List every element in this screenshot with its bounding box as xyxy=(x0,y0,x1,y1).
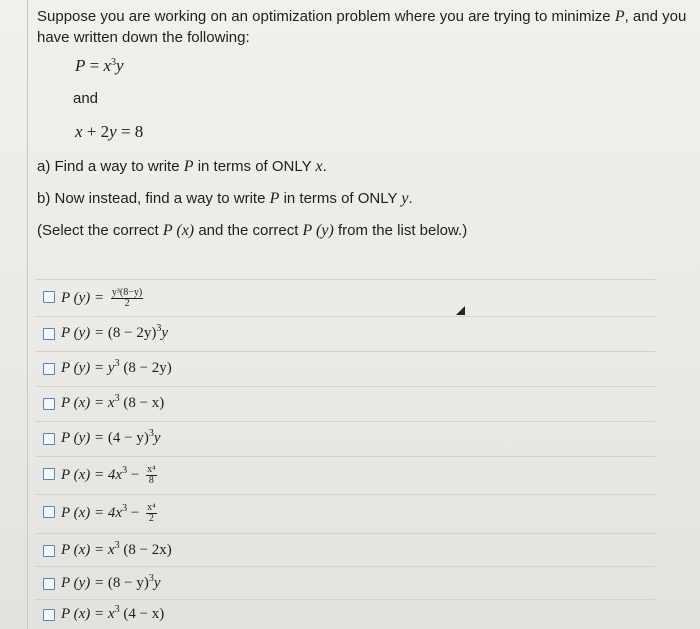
option-checkbox[interactable] xyxy=(43,291,55,303)
mouse-cursor-icon xyxy=(455,305,467,317)
option-row-6[interactable] xyxy=(35,456,655,493)
option-label: P $(y) = y^3$ (8 − 2y) xyxy=(61,358,172,376)
intro-paragraph-line1: Suppose you are working on an optimization problem where you are trying to minimize P, and you xyxy=(37,8,687,25)
equation-p: $P = x^3y$ xyxy=(75,56,124,75)
option-checkbox[interactable] xyxy=(43,398,55,410)
and-label: and xyxy=(73,90,99,107)
option-row-3[interactable] xyxy=(35,351,655,388)
option-label: P $(y) = (8 - y)^3y$ xyxy=(61,573,161,591)
intro-paragraph-line2: have written down the following: xyxy=(37,29,250,46)
equation-constraint: x + 2y = 8 xyxy=(75,122,144,141)
option-label: P $(y) = (4 - y)^3y$ xyxy=(61,428,161,446)
option-row-4[interactable] xyxy=(35,386,655,423)
option-label: P (y) = $\frac{\text{y³(8−y)}}{2}$ xyxy=(61,287,143,309)
part-b-text: b) Now instead, find a way to write P in terms of ONLY y. xyxy=(37,190,413,207)
option-checkbox[interactable] xyxy=(43,506,55,518)
option-row-9[interactable] xyxy=(35,566,655,603)
option-label: P $(x) = 4x^3$ − $\frac{\text{x⁴}}{2}$ xyxy=(61,502,156,524)
option-row-7[interactable] xyxy=(35,494,655,531)
option-checkbox[interactable] xyxy=(43,328,55,340)
option-row-1[interactable] xyxy=(35,279,655,316)
option-checkbox[interactable] xyxy=(43,578,55,590)
option-row-5[interactable] xyxy=(35,421,655,458)
option-label: P $(y) = (8 - 2y)^3y$ xyxy=(61,323,169,341)
option-row-2[interactable] xyxy=(35,316,655,353)
option-checkbox[interactable] xyxy=(43,609,55,621)
option-checkbox[interactable] xyxy=(43,468,55,480)
left-divider xyxy=(27,0,28,629)
option-label: P $(x) = x^3$ (8 − 2x) xyxy=(61,540,172,558)
select-instruction: (Select the correct P (x) and the correct P (y) from the list below.) xyxy=(37,222,468,239)
option-label: P $(x) = 4x^3$ − $\frac{\text{x⁴}}{8}$ xyxy=(61,464,156,486)
option-checkbox[interactable] xyxy=(43,545,55,557)
option-checkbox[interactable] xyxy=(43,433,55,445)
option-checkbox[interactable] xyxy=(43,363,55,375)
option-row-10[interactable] xyxy=(35,599,655,629)
option-label: P $(x) = x^3$ (4 − x) xyxy=(61,604,165,622)
option-row-8[interactable] xyxy=(35,533,655,570)
part-a-text: a) Find a way to write P in terms of ONLY x. xyxy=(37,158,327,175)
option-label: P $(x) = x^3$ (8 − x) xyxy=(61,393,165,411)
